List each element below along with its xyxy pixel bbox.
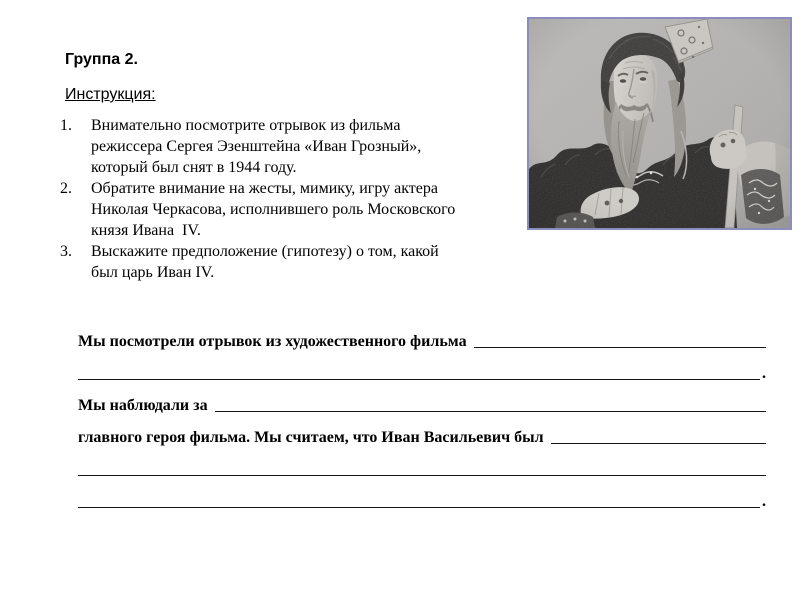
worksheet-row-3 <box>78 384 766 416</box>
sentence2-period: . <box>762 493 766 510</box>
answer-blank-4 <box>551 443 766 444</box>
sentence2-continuation: главного героя фильма. Мы считаем, что Иван Васильевич был <box>78 429 544 446</box>
worksheet-row-5 <box>78 448 766 480</box>
group-title: Группа 2. <box>65 51 138 68</box>
instruction-item-1: Внимательно посмотрите отрывок из фильма режиссера Сергея Эзенштейна «Иван Грозный», который был снят в 1944 году. <box>91 117 426 176</box>
answer-blank-2 <box>78 379 760 380</box>
film-grain <box>529 19 790 228</box>
worksheet-row-6 <box>78 480 766 512</box>
instruction-item-2: Обратите внимание на жесты, мимику, игру актера Николая Черкасова, исполнившего роль Московского князя Ивана IV. <box>91 180 460 239</box>
sentence2-lead: Мы наблюдали за <box>78 397 208 414</box>
answer-blank-6 <box>78 507 760 508</box>
instructions-list <box>60 115 462 283</box>
film-still-photo <box>527 17 792 230</box>
answer-blank-3 <box>215 411 766 412</box>
sentence1-label: Мы посмотрели отрывок из художественного фильма <box>78 333 467 350</box>
worksheet-row-1 <box>78 320 766 352</box>
worksheet-row-4 <box>78 416 766 448</box>
ivan-grozny-portrait <box>529 19 790 228</box>
instruction-item-3: Выскажите предположение (гипотезу) о том, какой был царь Иван IV. <box>91 243 443 281</box>
worksheet-row-2 <box>78 352 766 384</box>
answer-blank-5 <box>78 475 766 476</box>
fill-in-worksheet <box>78 320 766 512</box>
instructions-heading: Инструкция: <box>65 86 156 103</box>
sentence1-period: . <box>762 365 766 382</box>
answer-blank-1 <box>474 347 766 348</box>
